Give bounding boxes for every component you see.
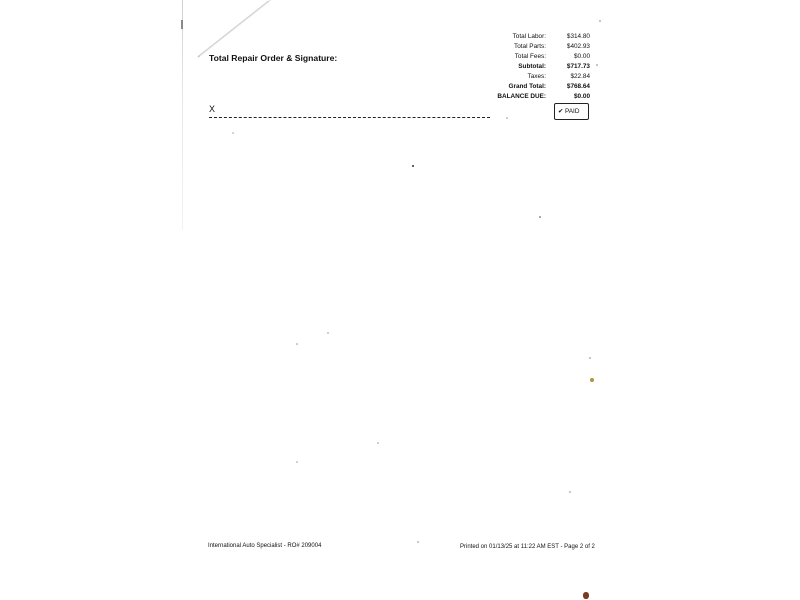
taxes-value: $22.84 — [570, 73, 590, 80]
scan-left-edge — [182, 0, 183, 230]
scan-speck — [599, 20, 601, 22]
total-parts-label: Total Parts: — [514, 43, 546, 50]
scan-speck — [589, 357, 591, 359]
grand-total-label: Grand Total: — [508, 83, 546, 90]
footer-print-info: Printed on 01/13/25 at 11:22 AM EST - Page 2 of 2 — [460, 544, 595, 550]
scan-speck — [506, 117, 508, 119]
scan-speck — [569, 491, 571, 493]
signature-section-title: Total Repair Order & Signature: — [209, 53, 338, 63]
signature-line — [209, 117, 490, 118]
scan-speck — [327, 332, 329, 334]
balance-due-label: BALANCE DUE: — [497, 93, 546, 100]
subtotal-label: Subtotal: — [518, 63, 546, 70]
total-parts-row — [490, 42, 600, 52]
taxes-label: Taxes: — [527, 73, 546, 80]
scan-speck — [377, 442, 379, 444]
subtotal-row — [490, 62, 600, 72]
scan-speck — [417, 541, 419, 543]
check-icon: ✔ — [558, 108, 564, 115]
total-parts-value: $402.93 — [566, 43, 590, 50]
signature-x-mark: X — [209, 104, 216, 114]
total-labor-row — [490, 32, 600, 42]
scan-speck — [232, 132, 234, 134]
scan-speck — [296, 343, 298, 345]
total-labor-value: $314.80 — [566, 33, 590, 40]
paid-label: PAID — [565, 108, 580, 115]
taxes-row — [490, 72, 600, 82]
scan-speck — [539, 216, 541, 218]
scan-speck — [412, 165, 414, 167]
total-fees-row — [490, 52, 600, 62]
total-fees-label: Total Fees: — [514, 53, 546, 60]
scan-stain — [583, 592, 589, 599]
total-fees-value: $0.00 — [574, 53, 590, 60]
subtotal-value: $717.73 — [566, 63, 590, 70]
grand-total-value: $768.64 — [566, 83, 590, 90]
scan-speck — [296, 461, 298, 463]
balance-due-row — [490, 92, 600, 102]
total-labor-label: Total Labor: — [512, 33, 546, 40]
grand-total-row — [490, 82, 600, 92]
page-fold-crease — [195, 0, 275, 60]
scan-edge-mark — [181, 20, 183, 29]
totals-summary — [490, 32, 600, 102]
scan-stain — [590, 378, 594, 382]
paid-stamp — [554, 103, 589, 120]
scan-speck — [596, 64, 598, 66]
balance-due-value: $0.00 — [574, 93, 590, 100]
footer-shop-ro: International Auto Specialist - RO# 209004 — [208, 543, 322, 549]
